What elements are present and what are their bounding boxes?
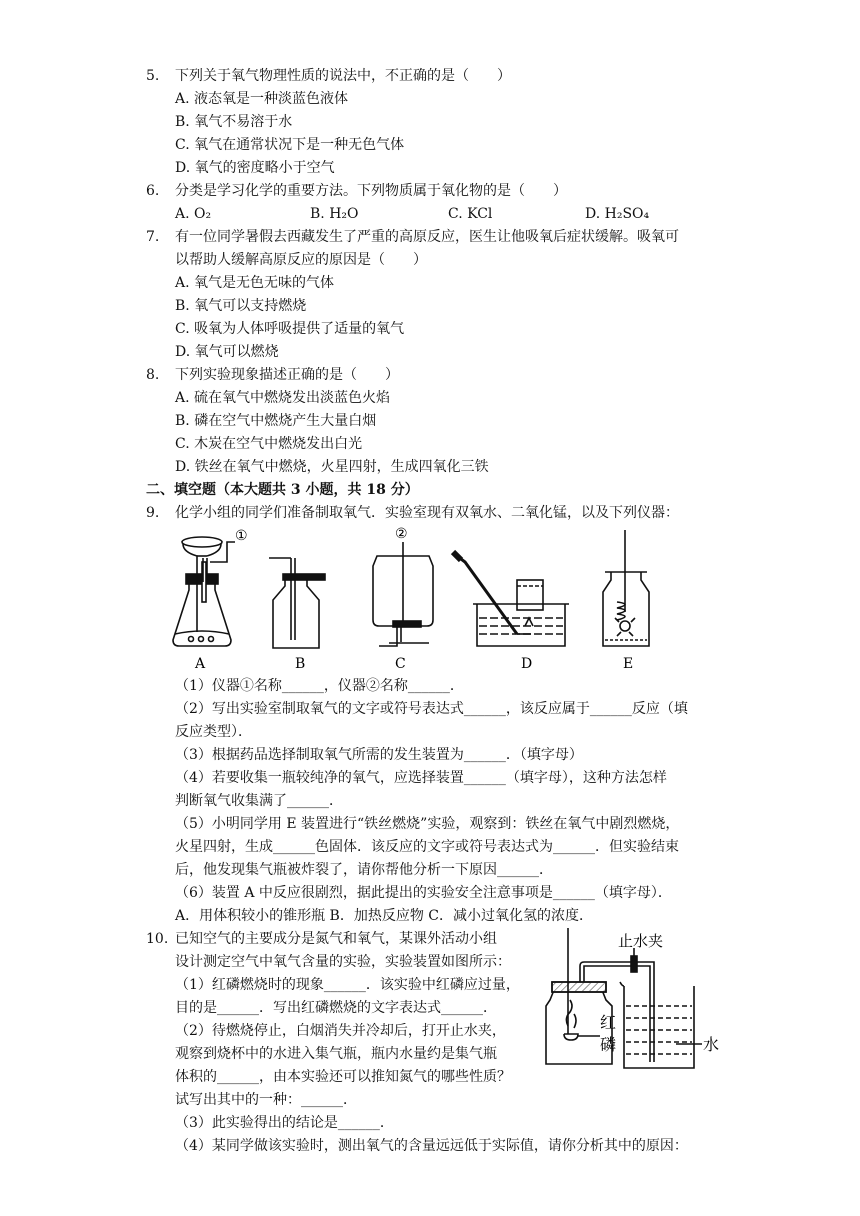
q9-sub5-cont2: 后，他发现集气瓶被炸裂了，请你帮他分析一下原因______．	[175, 862, 553, 878]
q7-stem-line1: 有一位同学暑假去西藏发生了严重的高原反应，医生让他吸氧后症状缓解。吸氧可	[175, 229, 679, 245]
label-b: B	[295, 656, 306, 672]
q5-number: 5.	[146, 68, 160, 84]
q5-option-d: D. 氧气的密度略小于空气	[175, 160, 335, 176]
q7-option-a: A. 氧气是无色无味的气体	[175, 275, 335, 291]
red-phosphorus-label-1: 红	[600, 1013, 617, 1032]
q10-sub3: （3）此实验得出的结论是______．	[175, 1115, 394, 1131]
q7-option-d: D. 氧气可以燃烧	[175, 344, 279, 360]
q10-sub2-cont1: 观察到烧杯中的水进入集气瓶，瓶内水量约是集气瓶	[175, 1046, 497, 1062]
q10-number: 10.	[146, 931, 169, 947]
q6-stem: 分类是学习化学的重要方法。下列物质属于氧化物的是（ ）	[175, 183, 567, 199]
q9-sub3: （3）根据药品选择制取氧气所需的发生装置为______．（填字母）	[175, 747, 583, 763]
q10-line1: 已知空气的主要成分是氮气和氧气，某课外活动小组	[175, 931, 497, 947]
q10-sub4: （4）某同学做该实验时，测出氧气的含量远远低于实际值，请你分析其中的原因：	[175, 1138, 688, 1154]
q9-sub1: （1）仪器①名称______，仪器②名称______．	[175, 678, 464, 694]
q9-apparatus-figure	[165, 522, 685, 674]
q10-sub2-cont3: 试写出其中的一种：______．	[175, 1092, 357, 1108]
clamp-label: 止水夹	[618, 932, 664, 950]
q5-option-c: C. 氧气在通常状况下是一种无色气体	[175, 137, 405, 153]
apparatus-a	[173, 537, 235, 646]
q8-number: 8.	[146, 367, 160, 383]
q7-number: 7.	[146, 229, 160, 245]
q8-option-c: C. 木炭在空气中燃烧发出白光	[175, 436, 363, 452]
q8-option-d: D. 铁丝在氧气中燃烧，火星四射，生成四氧化三铁	[175, 459, 489, 475]
q7-option-b: B. 氧气可以支持燃烧	[175, 298, 307, 314]
q6-option-d: D. H₂SO₄	[585, 206, 650, 222]
q10-line2: 设计测定空气中氧气含量的实验，实验装置如图所示：	[175, 954, 511, 970]
q10-sub1-cont: 目的是______．写出红磷燃烧的文字表达式______．	[175, 1000, 497, 1016]
q10-sub2-cont2: 体积的______，由本实验还可以推知氮气的哪些性质？	[175, 1069, 511, 1085]
q9-stem: 化学小组的同学们准备制取氧气．实验室现有双氧水、二氧化锰，以及下列仪器：	[175, 505, 679, 521]
q9-sub4: （4）若要收集一瓶较纯净的氧气，应选择装置______（填字母），这种方法怎样	[175, 770, 667, 786]
apparatus-c	[373, 542, 433, 646]
q9-number: 9.	[146, 505, 160, 521]
q9-sub2-cont: 反应类型）．	[175, 724, 252, 740]
q7-stem-line2: 以帮助人缓解高原反应的原因是（ ）	[175, 252, 427, 268]
mark-2: ②	[395, 526, 408, 542]
q5-stem: 下列关于氧气物理性质的说法中，不正确的是（ ）	[175, 68, 511, 84]
q6-option-a: A. O₂	[175, 206, 212, 222]
q9-sub6-options: A．用体积较小的锥形瓶 B．加热反应物 C．减小过氧化氢的浓度．	[175, 908, 594, 924]
q8-stem: 下列实验现象描述正确的是（ ）	[175, 367, 399, 383]
q10-sub1: （1）红磷燃烧时的现象______．该实验中红磷应过量，	[175, 977, 520, 993]
q10-apparatus-figure	[538, 922, 724, 1074]
section-2-heading: 二、填空题（本大题共 3 小题，共 18 分）	[146, 482, 419, 498]
q9-sub4-cont: 判断氧气收集满了______．	[175, 793, 343, 809]
apparatus-b	[269, 558, 325, 648]
label-d: D	[521, 656, 533, 672]
q8-option-a: A. 硫在氧气中燃烧发出淡蓝色火焰	[175, 390, 391, 406]
q10-sub2: （2）待燃烧停止，白烟消失并冷却后，打开止水夹，	[175, 1023, 506, 1039]
label-c: C	[395, 656, 406, 672]
q6-number: 6.	[146, 183, 160, 199]
q8-option-b: B. 磷在空气中燃烧产生大量白烟	[175, 413, 377, 429]
label-a: A	[195, 656, 206, 672]
apparatus-d	[453, 552, 569, 646]
mark-1: ①	[235, 528, 248, 544]
apparatus-e	[603, 530, 649, 646]
q6-option-b: B. H₂O	[310, 206, 359, 222]
q6-option-c: C. KCl	[448, 206, 493, 222]
q5-option-b: B. 氧气不易溶于水	[175, 114, 293, 130]
q9-sub5-cont1: 火星四射，生成______色固体．该反应的文字或符号表达式为______．但实验结束	[175, 839, 679, 855]
water-label: 水	[703, 1035, 720, 1054]
q7-option-c: C. 吸氧为人体呼吸提供了适量的氧气	[175, 321, 405, 337]
q5-option-a: A. 液态氧是一种淡蓝色液体	[175, 91, 349, 107]
red-phosphorus-label-2: 磷	[600, 1035, 617, 1054]
q9-sub5: （5）小明同学用 E 装置进行“铁丝燃烧”实验，观察到：铁丝在氧气中剧烈燃烧，	[175, 816, 680, 832]
q9-sub6: （6）装置 A 中反应很剧烈，据此提出的实验安全注意事项是______（填字母）．	[175, 885, 672, 901]
label-e: E	[623, 656, 634, 672]
q9-sub2: （2）写出实验室制取氧气的文字或符号表达式______，该反应属于______反应（填	[175, 701, 688, 717]
